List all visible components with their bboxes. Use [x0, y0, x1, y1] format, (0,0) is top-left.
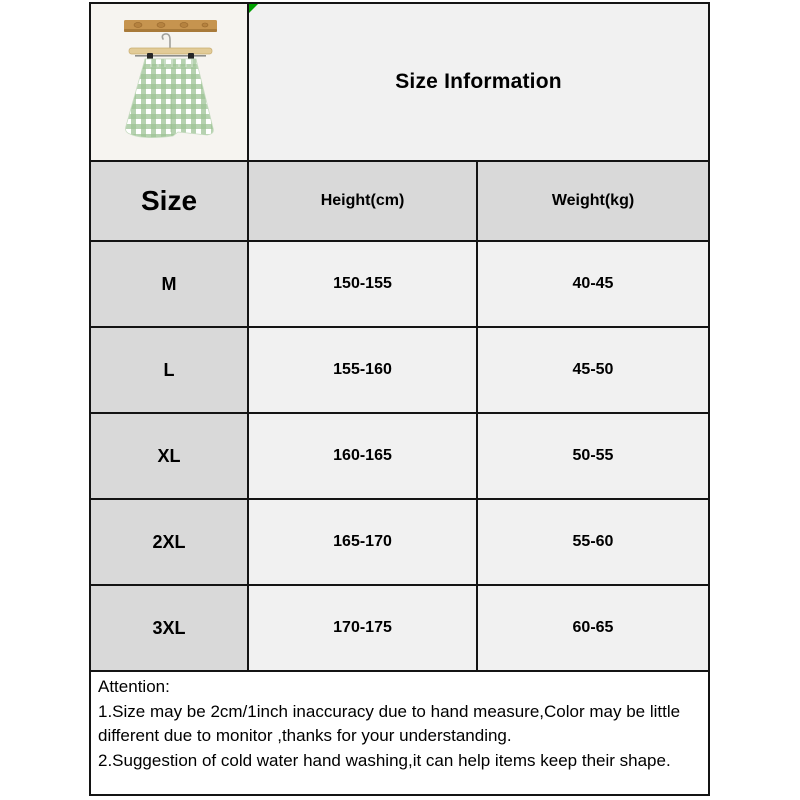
weight-cell: 40-45: [478, 242, 708, 326]
weight-cell: 45-50: [478, 328, 708, 412]
size-cell: XL: [91, 414, 249, 498]
height-cell: 160-165: [249, 414, 478, 498]
column-header-weight: Weight(kg): [478, 162, 708, 240]
table-row-l: [91, 326, 708, 412]
weight-cell: 55-60: [478, 500, 708, 584]
top-section: [91, 4, 708, 160]
attention-note-1: 1.Size may be 2cm/1inch inaccuracy due to hand measure,Color may be little different due to monitor ,thanks for your understanding.: [98, 701, 681, 746]
table-row-3xl: [91, 584, 708, 670]
attention-section: [91, 670, 708, 794]
size-cell: L: [91, 328, 249, 412]
size-cell: 3XL: [91, 586, 249, 670]
weight-cell: 60-65: [478, 586, 708, 670]
page-title: Size Information: [395, 70, 562, 93]
weight-cell: 50-55: [478, 414, 708, 498]
table-row-2xl: [91, 498, 708, 584]
height-cell: 170-175: [249, 586, 478, 670]
product-photo-image: [91, 4, 249, 160]
product-photo-cell: [91, 4, 249, 160]
table-row-m: [91, 240, 708, 326]
height-cell: 150-155: [249, 242, 478, 326]
size-cell: M: [91, 242, 249, 326]
title-cell: [249, 4, 708, 160]
attention-note-2: 2.Suggestion of cold water hand washing,it can help items keep their shape.: [98, 750, 671, 770]
table-row-xl: [91, 412, 708, 498]
table-header-row: [91, 160, 708, 240]
height-cell: 155-160: [249, 328, 478, 412]
size-information-sheet: [89, 2, 710, 796]
attention-heading: Attention:: [98, 677, 170, 696]
column-header-height: Height(cm): [249, 162, 478, 240]
height-cell: 165-170: [249, 500, 478, 584]
size-cell: 2XL: [91, 500, 249, 584]
column-header-size: Size: [91, 162, 249, 240]
green-corner-flag-icon: [249, 4, 258, 13]
